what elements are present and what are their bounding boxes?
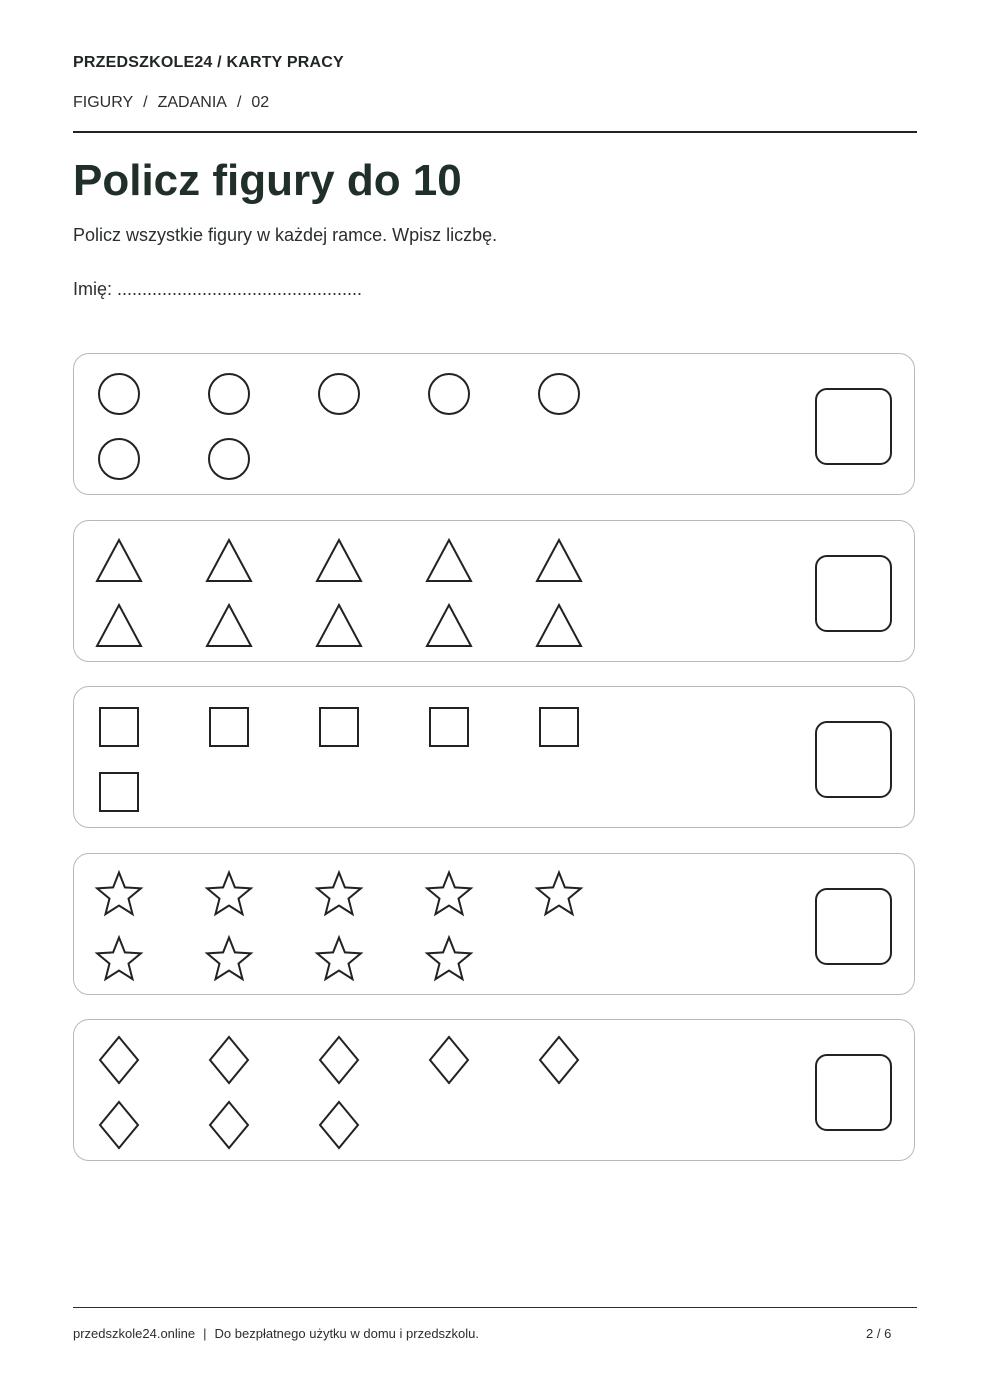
answer-box[interactable] [815, 721, 892, 798]
circle-icon [424, 369, 474, 424]
breadcrumb-item: 02 [251, 94, 270, 111]
triangle-icon [534, 536, 584, 591]
diamond-icon [314, 1100, 364, 1155]
triangle-icon [314, 536, 364, 591]
circle-icon [94, 434, 144, 489]
answer-box[interactable] [815, 1054, 892, 1131]
instruction-text: Policz wszystkie figury w każdej ramce. Wpisz liczbę. [73, 225, 498, 245]
star-icon [204, 869, 254, 924]
count-frame-triangle [73, 520, 915, 662]
triangle-icon [204, 536, 254, 591]
header-divider [73, 131, 917, 133]
site-title: PRZEDSZKOLE24 / KARTY PRACY [73, 54, 344, 71]
star-icon [534, 869, 584, 924]
footer-note: Do bezpłatnego użytku w domu i przedszkolu. [214, 1326, 480, 1341]
triangle-icon [314, 601, 364, 656]
breadcrumb-separator: / [143, 94, 148, 111]
diamond-icon [94, 1100, 144, 1155]
diamond-icon [534, 1035, 584, 1090]
star-icon [314, 869, 364, 924]
square-icon [94, 702, 144, 757]
name-line: Imię: ................................................. [73, 279, 363, 299]
page-title: Policz figury do 10 [73, 156, 462, 205]
answer-box[interactable] [815, 388, 892, 465]
footer-text [73, 1326, 479, 1341]
answer-box[interactable] [815, 555, 892, 632]
breadcrumb-item: ZADANIA [157, 94, 227, 111]
triangle-icon [534, 601, 584, 656]
triangle-icon [424, 601, 474, 656]
breadcrumb-separator: / [236, 94, 242, 111]
triangle-icon [204, 601, 254, 656]
circle-icon [534, 369, 584, 424]
star-icon [204, 934, 254, 989]
answer-box[interactable] [815, 888, 892, 965]
square-icon [534, 702, 584, 757]
circle-icon [204, 434, 254, 489]
diamond-icon [204, 1035, 254, 1090]
page-number: 2 / 6 [866, 1326, 892, 1341]
star-icon [94, 934, 144, 989]
triangle-icon [424, 536, 474, 591]
star-icon [424, 869, 474, 924]
breadcrumb [73, 94, 269, 112]
square-icon [204, 702, 254, 757]
circle-icon [94, 369, 144, 424]
count-frame-diamond [73, 1019, 915, 1161]
diamond-icon [94, 1035, 144, 1090]
count-frame-star [73, 853, 915, 995]
star-icon [424, 934, 474, 989]
triangle-icon [94, 536, 144, 591]
square-icon [94, 767, 144, 822]
star-icon [94, 869, 144, 924]
circle-icon [204, 369, 254, 424]
diamond-icon [314, 1035, 364, 1090]
footer-divider [73, 1307, 917, 1308]
star-icon [314, 934, 364, 989]
count-frame-square [73, 686, 915, 828]
diamond-icon [204, 1100, 254, 1155]
triangle-icon [94, 601, 144, 656]
count-frame-circle [73, 353, 915, 495]
footer-separator: | [203, 1326, 207, 1341]
circle-icon [314, 369, 364, 424]
diamond-icon [424, 1035, 474, 1090]
square-icon [314, 702, 364, 757]
breadcrumb-item: FIGURY [73, 94, 134, 111]
footer-site: przedszkole24.online [73, 1326, 196, 1341]
square-icon [424, 702, 474, 757]
